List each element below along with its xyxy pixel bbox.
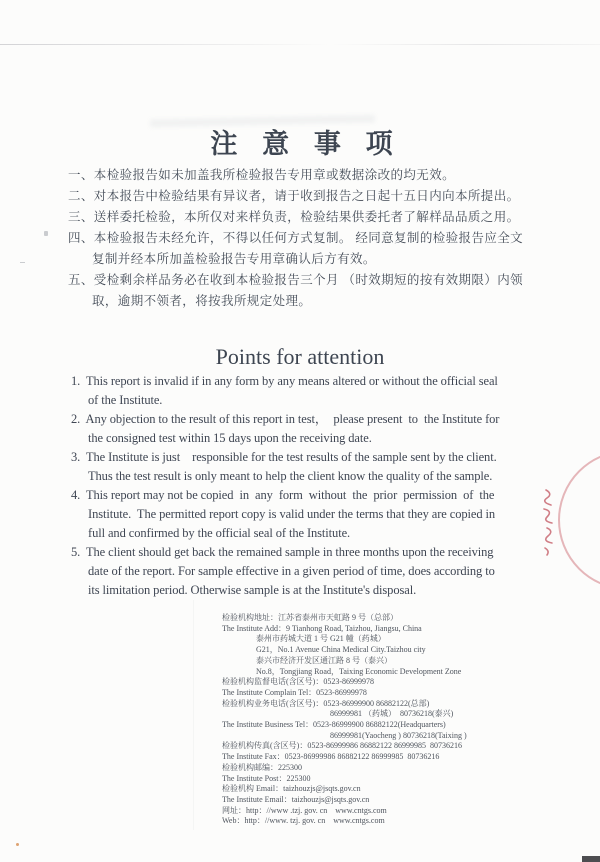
red-seal-stamp [540, 448, 600, 598]
institute-contact-block [0, 613, 600, 827]
footer-line-business-tel-en: 86999981(Yaocheng ) 80736218(Taixing ) [330, 730, 467, 740]
scan-artifact-speck [20, 262, 25, 263]
notice-line: 一、本检验报告如未加盖我所检验报告专用章或数据涂改的均无效。 [68, 168, 456, 182]
notice-title: 注 意 事 项 [210, 129, 402, 159]
scan-corner-mark [582, 856, 600, 862]
notice-line: 四、本检验报告未经允许，不得以任何方式复制。 经同意复制的检验报告应全文 [68, 231, 524, 245]
attention-line: Thus the test result is only meant to help the client know the quality of the sample. [88, 469, 493, 483]
footer-line-email-en: The Institute Email：taizhouzjs@jsqts.gov.cn [222, 794, 370, 804]
attention-line: 5. The client should get back the remained sample in three months upon the receiving [71, 545, 494, 559]
footer-line-address-cn: 泰州市药城大道 1 号 G21 幢（药城） [256, 634, 386, 644]
footer-line-email-cn: 检验机构 Email：taizhouzjs@jsqts.gov.cn [222, 784, 361, 794]
notice-line: 五、受检剩余样品务必在收到本检验报告三个月 （时效期短的按有效期限）内领 [68, 273, 524, 287]
notice-line: 复制并经本所加盖检验报告专用章确认后方有效。 [92, 252, 376, 266]
attention-line: of the Institute. [88, 393, 163, 407]
attention-line: 3. The Institute is just responsible for the test results of the sample sent by the client. [71, 450, 497, 464]
footer-line-web-cn: 网址：http：//www .tzj. gov. cn www.cntgs.com [222, 805, 387, 815]
footer-line-fax-cn: 检验机构传真(含区号)：0523-86999986 86882122 86999985 80736216 [222, 741, 462, 751]
scan-artifact-line [0, 44, 600, 45]
footer-line-address-en: G21，No.1 Avenue China Medical City.Taizhou city [256, 645, 426, 655]
footer-line-business-tel-cn: 86999981 （药城） 80736218(泰兴) [330, 709, 454, 719]
notice-line: 三、送样委托检验，本所仅对来样负责，检验结果供委托者了解样品品质之用。 [68, 210, 520, 224]
scan-artifact-speck [16, 843, 19, 846]
attention-line: date of the report. For sample effective in a given period of time, does according to [88, 564, 495, 578]
footer-line-complain-tel-cn: 检验机构监督电话(含区号)：0523-86999978 [222, 677, 374, 687]
attention-line: 2. Any objection to the result of this report in test， please present to the Institute for [71, 412, 500, 426]
footer-line-address-en: No.8，Tongjiang Road，Taixing Economic Development Zone [256, 666, 462, 676]
red-seal-arc [558, 450, 600, 590]
footer-line-business-tel-en: The Institute Business Tel：0523-86999900 86882122(Headquarters) [222, 720, 446, 730]
footer-line-web-en: Web：http：//www. tzj. gov. cn www.cntgs.com [222, 816, 385, 826]
attention-title: Points for attention [215, 344, 385, 369]
attention-line: 4. This report may not be copied in any form without the prior permission of the [71, 488, 495, 502]
footer-line-address-cn: 检验机构地址：江苏省泰州市天虹路 9 号（总部） [222, 613, 398, 622]
notice-line: 取，逾期不领者，将按我所规定处理。 [92, 294, 312, 308]
attention-line: Institute. The permitted report copy is valid under the terms that they are copied in [88, 507, 496, 521]
footer-line-post-cn: 检验机构邮编：225300 [222, 762, 302, 772]
attention-line: 1. This report is invalid if in any form by any means altered or without the official seal [71, 374, 498, 388]
attention-list [71, 372, 549, 600]
footer-line-complain-tel-en: The Institute Complain Tel：0523-86999978 [222, 687, 367, 697]
attention-line: full and confirmed by the official seal of the Institute. [88, 526, 351, 540]
red-seal-glyphs-icon [541, 488, 563, 558]
notice-list [68, 165, 548, 312]
scan-artifact-speck [44, 231, 48, 236]
footer-line-post-en: The Institute Post：225300 [222, 773, 311, 783]
footer-line-fax-en: The Institute Fax：0523-86999986 86882122 86999985 80736216 [222, 752, 440, 762]
notice-line: 二、对本报告中检验结果有异议者，请于收到报告之日起十五日内向本所提出。 [68, 189, 520, 203]
footer-line-address-cn: 泰兴市经济开发区通江路 8 号（泰兴） [256, 655, 392, 665]
attention-line: its limitation period. Otherwise sample is at the Institute's disposal. [88, 583, 417, 597]
footer-line-address-en: The Institute Add：9 Tianhong Road, Taizhou, Jiangsu, China [222, 623, 422, 633]
attention-line: the consigned test within 15 days upon the receiving date. [88, 431, 372, 445]
footer-line-business-tel-cn: 检验机构业务电话(含区号)：0523-86999900 86882122(总部) [222, 698, 430, 708]
